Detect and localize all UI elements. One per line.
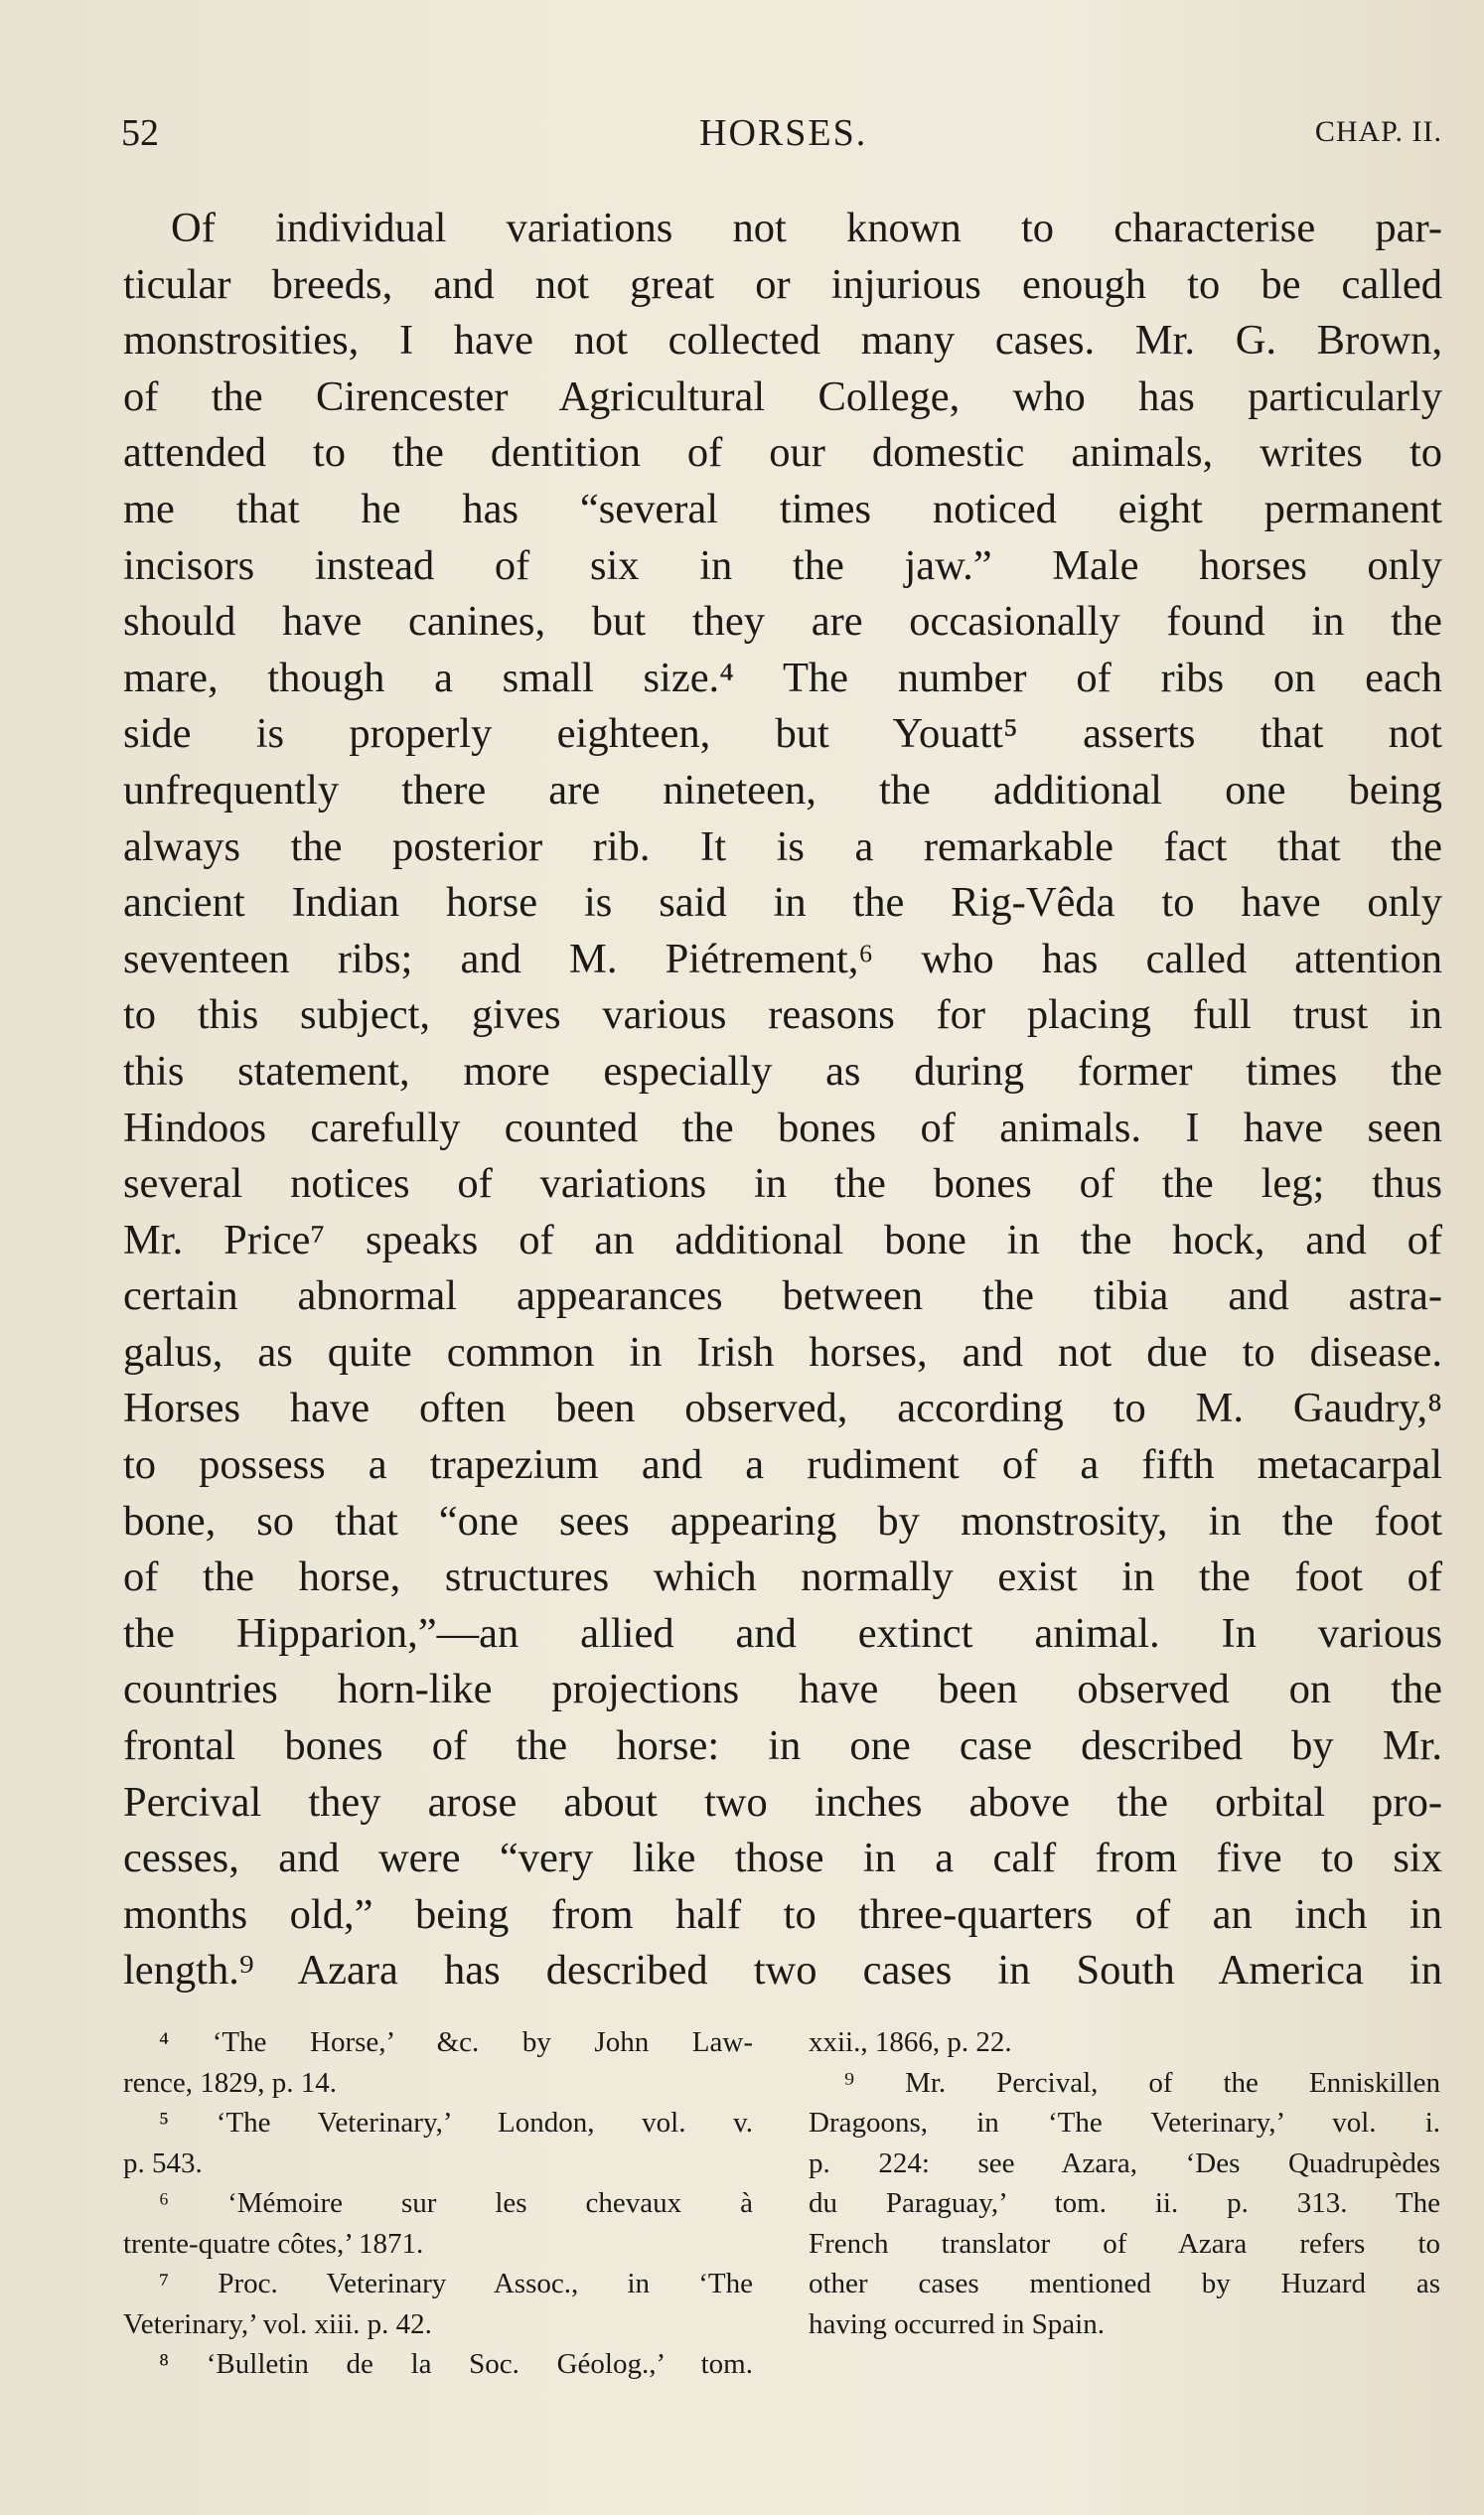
body-line: attended to the dentition of our domestic animals, writes to bbox=[123, 429, 1442, 477]
body-line: of the Cirencester Agricultural College, who has particularly bbox=[123, 372, 1442, 420]
footnote-line: ⁷ Proc. Veterinary Assoc., in ‘The bbox=[159, 2268, 753, 2299]
footnote-line: other cases mentioned by Huzard as bbox=[809, 2268, 1440, 2299]
footnotes-left-column bbox=[123, 2022, 753, 2385]
body-line: ancient Indian horse is said in the Rig-Vêda to have only bbox=[123, 879, 1442, 927]
body-line: several notices of variations in the bones of the leg; thus bbox=[123, 1160, 1442, 1208]
footnote-line: p. 543. bbox=[123, 2146, 203, 2179]
body-line: certain abnormal appearances between the tibia and astra- bbox=[123, 1272, 1442, 1320]
body-line: cesses, and were “very like those in a calf from five to six bbox=[123, 1835, 1442, 1882]
body-line: mare, though a small size.⁴ The number of ribs on each bbox=[123, 654, 1442, 701]
body-line: Hindoos carefully counted the bones of animals. I have seen bbox=[123, 1104, 1442, 1151]
body-line: Mr. Price⁷ speaks of an additional bone in the hock, and of bbox=[123, 1216, 1442, 1263]
running-header bbox=[121, 111, 1442, 171]
footnote-line: Dragoons, in ‘The Veterinary,’ vol. i. bbox=[809, 2107, 1440, 2139]
body-line: me that he has “several times noticed eight permanent bbox=[123, 485, 1442, 532]
chapter-label: CHAP. II. bbox=[1314, 115, 1442, 148]
body-line: always the posterior rib. It is a remarkable fact that the bbox=[123, 822, 1442, 870]
footnote-line: ⁵ ‘The Veterinary,’ London, vol. v. bbox=[159, 2107, 753, 2139]
body-line: incisors instead of six in the jaw.” Male horses only bbox=[123, 541, 1442, 589]
footnote-line: ⁸ ‘Bulletin de la Soc. Géolog.,’ tom. bbox=[159, 2348, 753, 2380]
body-line: Horses have often been observed, according to M. Gaudry,⁸ bbox=[123, 1385, 1442, 1432]
footnote-line: ⁴ ‘The Horse,’ &c. by John Law- bbox=[159, 2026, 753, 2058]
body-line: should have canines, but they are occasionally found in the bbox=[123, 598, 1442, 646]
footnote-line: ⁹ Mr. Percival, of the Enniskillen bbox=[844, 2066, 1440, 2099]
page-number: 52 bbox=[121, 112, 159, 154]
body-line: galus, as quite common in Irish horses, and not due to disease. bbox=[123, 1328, 1442, 1376]
body-line: Of individual variations not known to characterise par- bbox=[171, 205, 1442, 251]
footnote-line: xxii., 1866, p. 22. bbox=[809, 2026, 1012, 2058]
body-line: bone, so that “one sees appearing by monstrosity, in the foot bbox=[123, 1497, 1442, 1545]
body-line: unfrequently there are nineteen, the additional one being bbox=[123, 766, 1442, 814]
body-line: length.⁹ Azara has described two cases in South America in bbox=[123, 1947, 1442, 1995]
body-line: the Hipparion,”—an allied and extinct animal. In various bbox=[123, 1609, 1442, 1657]
running-title: HORSES. bbox=[699, 112, 868, 154]
body-line: countries horn-like projections have been observed on the bbox=[123, 1666, 1442, 1713]
body-line: months old,” being from half to three-quarters of an inch in bbox=[123, 1890, 1442, 1938]
footnote-line: du Paraguay,’ tom. ii. p. 313. The bbox=[809, 2187, 1440, 2219]
footnote-line: trente-quatre côtes,’ 1871. bbox=[123, 2227, 424, 2260]
footnote-line: Veterinary,’ vol. xiii. p. 42. bbox=[123, 2307, 432, 2340]
footnote-line: rence, 1829, p. 14. bbox=[123, 2066, 338, 2099]
footnotes-right-column bbox=[809, 2022, 1440, 2344]
body-line: ticular breeds, and not great or injurious enough to be called bbox=[123, 260, 1442, 308]
footnote-line: p. 224: see Azara, ‘Des Quadrupèdes bbox=[809, 2146, 1440, 2179]
footnote-line: having occurred in Spain. bbox=[809, 2307, 1105, 2340]
footnote-line: French translator of Azara refers to bbox=[809, 2227, 1440, 2260]
body-line: of the horse, structures which normally exist in the foot of bbox=[123, 1553, 1442, 1601]
body-line: seventeen ribs; and M. Piétrement,⁶ who has called attention bbox=[123, 935, 1442, 982]
body-line: to this subject, gives various reasons for placing full trust in bbox=[123, 991, 1442, 1039]
footnote-line: ⁶ ‘Mémoire sur les chevaux à bbox=[159, 2187, 753, 2219]
body-line: this statement, more especially as during former times the bbox=[123, 1047, 1442, 1095]
body-line: to possess a trapezium and a rudiment of a fifth metacarpal bbox=[123, 1441, 1442, 1489]
body-line: frontal bones of the horse: in one case described by Mr. bbox=[123, 1722, 1442, 1770]
body-line: Percival they arose about two inches above the orbital pro- bbox=[123, 1778, 1442, 1826]
body-line: side is properly eighteen, but Youatt⁵ asserts that not bbox=[123, 710, 1442, 758]
body-paragraph bbox=[123, 201, 1442, 1999]
body-line: monstrosities, I have not collected many cases. Mr. G. Brown, bbox=[123, 317, 1442, 365]
